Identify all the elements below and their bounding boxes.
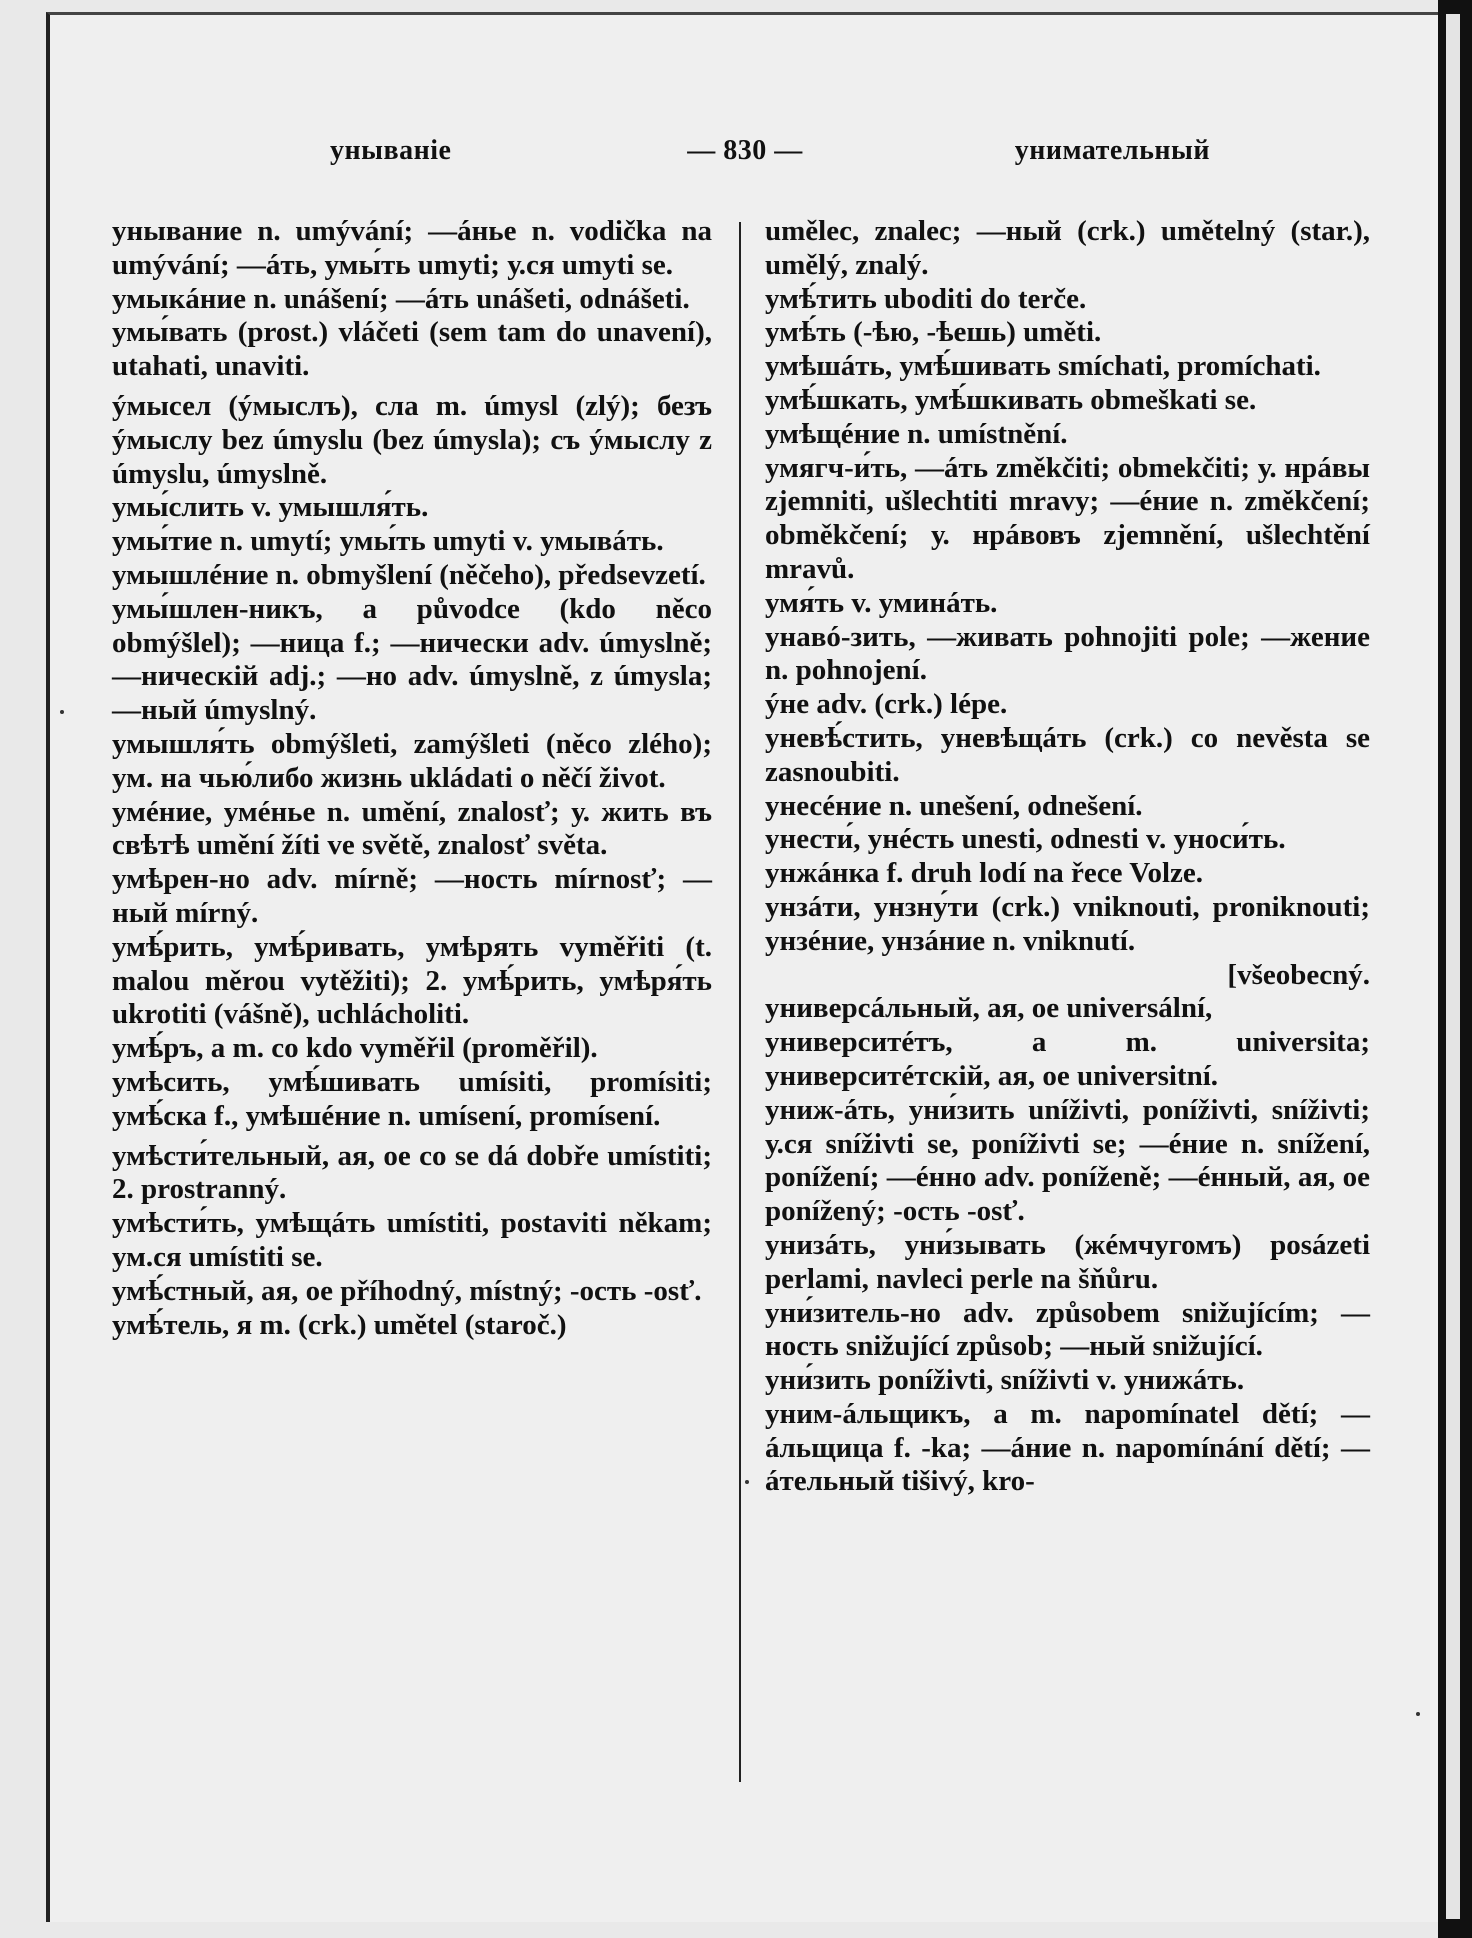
dictionary-entry: ýмысел (ýмыслъ), сла m. úmysl (zlý); безъ ýмыслу bez úmyslu (bez úmysla); съ ýмыслу z úmyslu, úmyslně.: [112, 389, 712, 490]
dictionary-entry: умышля́ть obmýšleti, zamýšleti (něco zlého); ум. на чью́либо жизнь ukládati o něčí život.: [112, 727, 712, 794]
dictionary-entry: университéтъ, а m. universita; университéтскій, ая, ое universitní.: [765, 1026, 1370, 1092]
dictionary-entry: умыкáние n. unášení; —áть unášeti, odnášeti.: [112, 282, 690, 315]
dictionary-entry: умы́шлен-никъ, a původce (kdo něco obmýšlel); —ница f.; —нически adv. úmyslně; —ническій adj.; —но adv. úmyslně, z úmysla; —ный úmyslný.: [112, 592, 712, 727]
scan-speck: [60, 710, 64, 714]
dictionary-entry: умѣ́ть (-ѣю, -ѣешь) uměti.: [765, 316, 1102, 349]
dictionary-entry: umělec, znalec; —ный (crk.) umětelný (star.), umělý, znalý.: [765, 215, 1370, 281]
dictionary-entry: универсáльный, ая, ое universální,: [765, 992, 1213, 1025]
dictionary-entry: умѣшáть, умѣ́шивать smíchati, promíchati.: [765, 350, 1321, 383]
dictionary-entry: умышлéние n. obmyšlení (něčeho), předsevzetí.: [112, 558, 706, 591]
column-divider: [739, 222, 741, 1782]
page-number: — 830 —: [687, 135, 803, 166]
scan-speck: [1416, 1712, 1420, 1716]
dictionary-entry: унзáти, унзну́ти (crk.) vniknouti, proniknouti; унзéние, унзáние n. vniknutí.: [765, 890, 1370, 957]
running-header: [330, 135, 1210, 175]
dictionary-entry: унжáнка f. druh lodí na řece Volze.: [765, 857, 1204, 890]
dictionary-entry: унесéние n. unešení, odnešení.: [765, 789, 1143, 822]
right-scan-edge: [1438, 0, 1472, 1938]
dictionary-entry: умы́вать (prost.) vláčeti (sem tam do unavení), utahati, unaviti.: [112, 316, 712, 383]
dictionary-entry: униж-áть, уни́зить uníživti, poníživti, sníživti; у.ся sníživti se, poníživti se; —éние n. snížení, ponížení; —éнно adv. poníženě; —éнный, ая, ое ponížený; -ость -osť.: [765, 1093, 1370, 1228]
dictionary-entry: умѣсти́ть, умѣщáть umístiti, postaviti někam; ум.ся umístiti se.: [112, 1207, 712, 1273]
dictionary-entry: умѣщéние n. umístnění.: [765, 417, 1068, 450]
left-column: [112, 215, 712, 1342]
header-last-word: унимательный: [1014, 135, 1210, 166]
dictionary-entry: умы́слить v. умышля́ть.: [112, 491, 429, 524]
dictionary-entry: умѣ́тель, я m. (crk.) umětel (staroč.): [112, 1308, 567, 1341]
dictionary-entry: умѣсти́тельный, ая, ое co se dá dobře umístiti; 2. prostranný.: [112, 1139, 712, 1206]
dictionary-entry: умѣ́ръ, а m. co kdo vyměřil (proměřil).: [112, 1032, 598, 1065]
dictionary-entry: унавó-зить, —живать pohnojiti pole; —жение n. pohnojení.: [765, 620, 1370, 687]
dictionary-entry: умѣсить, умѣ́шивать umísiti, promísiti; умѣ́ска f., умѣшéние n. umísení, promísení.: [112, 1065, 712, 1132]
dictionary-entry: уневѣ́стить, уневѣщáть (crk.) co nevěsta se zasnoubiti.: [765, 721, 1370, 788]
dictionary-entry: унести́, унéсть unesti, odnesti v. уноси́ть.: [765, 823, 1286, 856]
dictionary-entry: умѣ́тить uboditi do terče.: [765, 282, 1087, 315]
dictionary-entry: умéние, умéнье n. umění, znalosť; у. жить въ свѣтѣ umění žíti ve světě, znalosť světa.: [112, 795, 712, 862]
dictionary-entry: унывание n. umývání; —áнье n. vodička na umývání; —áть, умы́ть umyti; у.ся umyti se.: [112, 215, 712, 281]
dictionary-entry: умя́ть v. уминáть.: [765, 586, 998, 619]
dictionary-entry: умѣрен-но adv. mírně; —ность mírnosť; —ный mírný.: [112, 863, 712, 929]
dictionary-entry: ýне adv. (crk.) lépe.: [765, 688, 1008, 721]
dictionary-entry: [všeobecný.: [1227, 958, 1370, 991]
dictionary-entry: уни́зить poníživti, sníživti v. унижáть.: [765, 1364, 1245, 1397]
dictionary-entry: умѣ́шкать, умѣ́шкивать obmeškati se.: [765, 383, 1257, 416]
scan-speck: [745, 1480, 749, 1484]
dictionary-entry: уни́зитель-но adv. způsobem snižujícím; —ность snižující způsob; —ный snižující.: [765, 1296, 1370, 1363]
dictionary-entry: умягч-и́ть, —áть změkčiti; obmekčiti; у. нрáвы zjemniti, ušlechtiti mravy; —éние n. změkčení; obměkčení; у. нрáвовъ zjemnění, ušlechtění mravů.: [765, 451, 1370, 585]
dictionary-entry: унизáть, уни́зывать (жéмчугомъ) posázeti perlami, navleci perle na šňůru.: [765, 1228, 1370, 1295]
dictionary-entry: умы́тие n. umytí; умы́ть umyti v. умывáть.: [112, 525, 664, 558]
dictionary-entry: умѣ́стный, ая, ое příhodný, místný; -ость -osť.: [112, 1274, 702, 1307]
dictionary-entry: уним-áльщикъ, а m. napomínatel dětí; —áльщица f. -ka; —áние n. napomínání dětí; —áтельный tišivý, kro-: [765, 1397, 1370, 1498]
header-first-word: унываніе: [330, 135, 452, 166]
dictionary-entry: умѣ́рить, умѣ́ривать, умѣрять vyměřiti (t. malou měrou vytěžiti); 2. умѣ́рить, умѣря́ть ukrotiti (vášně), uchlácholiti.: [112, 930, 712, 1031]
right-column: [765, 215, 1370, 1499]
